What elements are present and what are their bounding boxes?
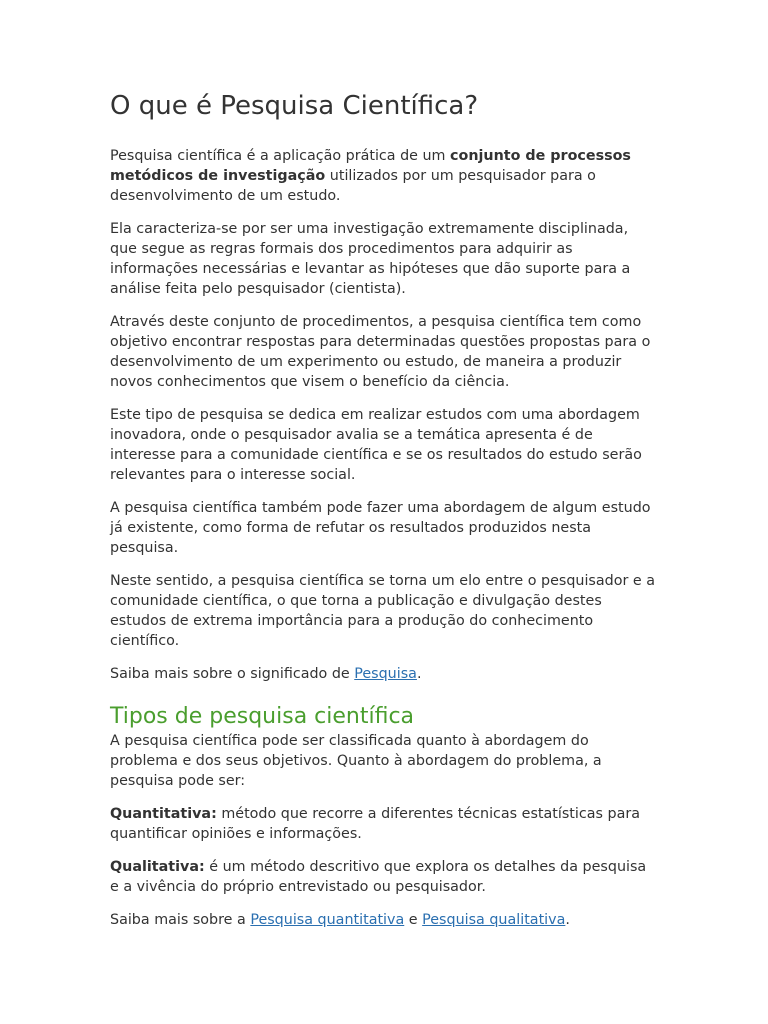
type-label: Quantitativa: bbox=[110, 806, 217, 822]
paragraph-link-community: Neste sentido, a pesquisa científica se torna um elo entre o pesquisador e a comunidade científica, o que torna a publicação e divulgação destes estudos de extrema importância para a produção do conhecimento científico. bbox=[110, 573, 655, 649]
paragraph-see-more bbox=[110, 664, 658, 684]
paragraph-objective: Através deste conjunto de procedimentos, a pesquisa científica tem como objetivo encontrar respostas para determinadas questões propostas para o desenvolvimento de um experimento ou estudo, de maneira a produzir novos conhecimentos que visem o benefício da ciência. bbox=[110, 314, 651, 390]
section-heading: Tipos de pesquisa científica bbox=[110, 704, 415, 729]
paragraph-text: Saiba mais sobre o significado de bbox=[110, 666, 355, 682]
type-description: método que recorre a diferentes técnicas estatísticas para quantificar opiniões e informações. bbox=[110, 806, 640, 842]
bold-phrase: conjunto de processos metódicos de investigação bbox=[110, 148, 631, 184]
paragraph-definition bbox=[110, 146, 658, 206]
pesquisa-quantitativa-link[interactable]: Pesquisa quantitativa bbox=[250, 912, 405, 928]
paragraph-text: Saiba mais sobre a bbox=[110, 912, 251, 928]
paragraph-text: Pesquisa científica é a aplicação prática de um bbox=[110, 148, 451, 164]
paragraph-existing-study: A pesquisa científica também pode fazer uma abordagem de algum estudo já existente, como forma de refutar os resultados produzidos nesta pesquisa. bbox=[110, 500, 651, 556]
pesquisa-qualitativa-link[interactable]: Pesquisa qualitativa bbox=[422, 912, 566, 928]
type-qualitative bbox=[110, 857, 658, 897]
section-intro: A pesquisa científica pode ser classificada quanto à abordagem do problema e dos seus objetivos. Quanto à abordagem do problema, a pesquisa pode ser: bbox=[110, 733, 602, 789]
paragraph-text: e bbox=[404, 912, 423, 928]
paragraph-see-more-types bbox=[110, 910, 658, 930]
paragraph-text: . bbox=[565, 912, 570, 928]
pesquisa-link[interactable]: Pesquisa bbox=[354, 666, 417, 682]
paragraph-text: utilizados por um pesquisador para o desenvolvimento de um estudo. bbox=[110, 168, 596, 204]
page-title: O que é Pesquisa Científica? bbox=[110, 91, 479, 121]
paragraph-text: . bbox=[416, 666, 422, 682]
type-quantitative bbox=[110, 804, 658, 844]
paragraph-innovation: Este tipo de pesquisa se dedica em realizar estudos com uma abordagem inovadora, onde o pesquisador avalia se a temática apresenta é de interesse para a comunidade científica e se os resultados do estudo serão relevantes para o interesse social. bbox=[110, 407, 642, 483]
type-description: é um método descritivo que explora os detalhes da pesquisa e a vivência do próprio entrevistado ou pesquisador. bbox=[110, 859, 647, 895]
paragraph-characteristics: Ela caracteriza-se por ser uma investigação extremamente disciplinada, que segue as regras formais dos procedimentos para adquirir as informações necessárias e levantar as hipóteses que dão suporte para a análise feita pelo pesquisador (cientista). bbox=[110, 221, 631, 297]
type-label: Qualitativa: bbox=[110, 859, 205, 875]
